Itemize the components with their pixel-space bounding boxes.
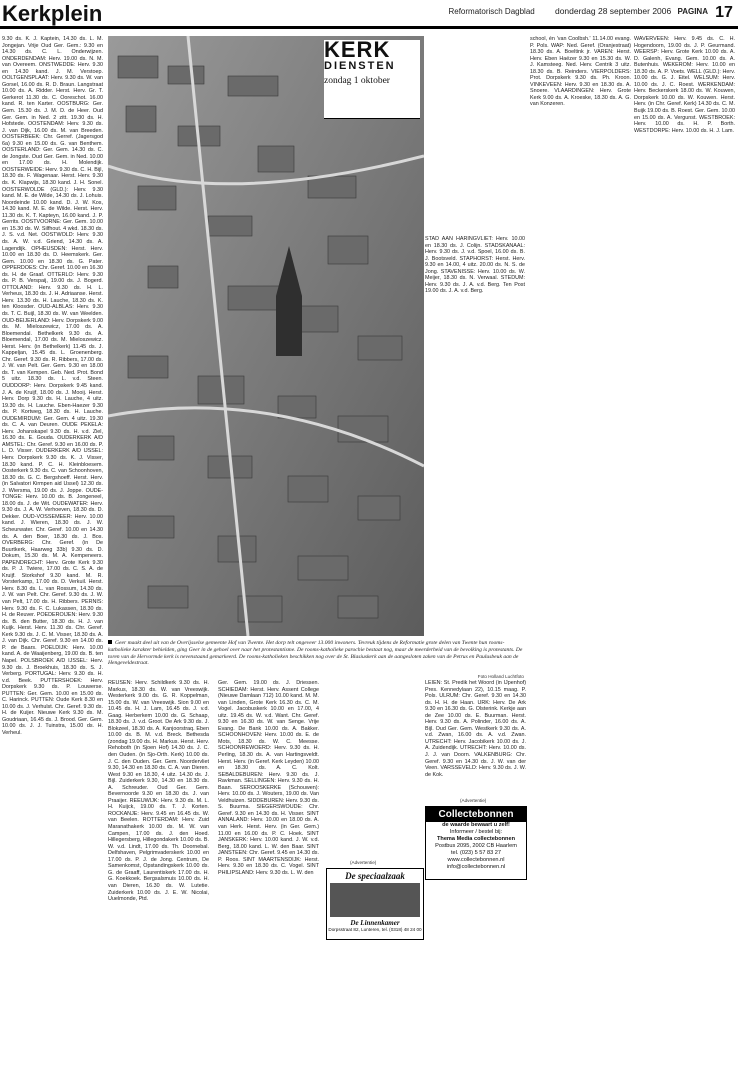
- listing-column-6: [530, 36, 631, 1064]
- collectebonnen-ad[interactable]: [425, 806, 527, 880]
- ad-line: Thema Media collectebonnen: [436, 836, 516, 842]
- ad-spec-sub: De Linnenkamer: [350, 919, 400, 927]
- listing-text: LEIEN: St. Predik het Woord (in IJpenhof) Pres. Kennedylaan 22), 10.15 maag. P. Pols. ULRUM: Chr. Geref. 9.30 en 14.30 ds. H. H. de Haan. URK: Herv. De Ark 9.30 en 16.30 ds. G. Olsterink. Kerkje aan de Zee 10.00 ds. E. Buurman. Herst. Herv. 9.30 ds. A. Polinder, 16.00 ds. A. Bijl. Oud Ger. Gem. Westkerk 9.30 ds. A. v.d. Zwan, 16.00 ds. A. v.d. Zwan. UTRECHT: Herv. Jacobikerk 10.00 ds. J. A. Zuidendijk. UTRECHT: Herv. 10.00 ds. J. J. van Doorn. VALKENBURG: Chr. Geref. 9.30 en 14.30 ds. J. W. van der Veen. VARSSEVELD: Herv. 9.30 ds. J. W. de Kok.: [425, 680, 526, 778]
- advertentie-label: (Advertentie): [460, 798, 487, 803]
- pagina-label: PAGINA: [677, 7, 708, 16]
- photo-credit: Foto Holland Luchtfoto: [477, 674, 524, 679]
- ad-title: Collectebonnen: [426, 807, 526, 822]
- logo-title-1: KERK: [324, 37, 391, 62]
- listing-column-4: [425, 236, 525, 401]
- listing-column-1: [2, 36, 103, 1064]
- speciaalzaak-ad[interactable]: [326, 868, 424, 940]
- listing-text: WAVERVEEN: Herv. 9.45 ds. C. H. Hogendoorn, 19.00 ds. J. P. Geurmand. WEERSP: Herv. Grote Kerk 10.00 ds. A. D. Galenh, Evang. Gem. 10.00 ds. A. Butenhuis. WEKEROM: Herv. 10.00 en 18.30 ds. A. P. Voets. WELL (GLD.): Herv. 10.00 ds. G. J. Eitel. WELSUM: Herv. 10.00 ds. J. C. Roest. WERKENDAM: Herv. Beckerskerk 18.00 ds. W. Kouwen, Dorpskerk 10.00 ds. W. Kouwen. Herst. Herv. (in Chr. Geref. Kerk) 14.30 ds. C. M. Buijk 19.00 ds. B. Roest. Ger. Gem. 10.00 en 15.00 ds. A. Vergunst. WESTBROEK: Herv. 10.00 ds. H. P. Borth. WESTDORPE: Herv. 10.00 ds. H. J. Lam.: [634, 36, 735, 134]
- ad-spec-image: [330, 883, 420, 917]
- listing-column-7: [634, 36, 735, 1064]
- ad-spec-footer: Dorpsstraat 82, Lunteren, tel. (0318) 48 24 00: [328, 927, 422, 932]
- kerkdiensten-logo: [324, 37, 420, 119]
- aerial-photo: [108, 36, 424, 636]
- caption-bullet: [108, 640, 112, 644]
- page-header: [0, 0, 738, 32]
- ad-spec-title: De speciaalzaak: [345, 871, 405, 881]
- paper-name: Reformatorisch Dagblad: [448, 7, 535, 16]
- ad-line: Informeer / bestel bij:: [449, 829, 503, 835]
- listing-column-2: [108, 680, 209, 1064]
- caption-text: Geer maakt deel uit van de Overijsselse gemeente Hof van Twente. Het dorp telt ongeveer 13.000 inwoners. Tevreuk tijdens de Reformatie grote delen van Twente hun rooms-katholieke karakter behielden, ging Geer in de gehoel over naar het protestantisme. De rooms-katholieke parochie bestaat nog, maar de meerderheid van de bevolking is protestants. De toren van de Hervormde kerk is nevenstaand gemarkeerd. De rooms-katholieken beschikken nog over de St. Blasiuskerk aan de aangesloten zaken van de Petrus en Paulusbeuk aan de Hengeveldestraat.: [108, 640, 523, 667]
- ad-line: info@collectebonnen.nl: [446, 864, 506, 870]
- ad-line: tel. (023) 5 57 83 27: [450, 850, 502, 856]
- ad-line: de waarde bewaart u zelf!: [442, 822, 510, 828]
- listing-text: 9.30 ds. K. J. Kaptein, 14.30 ds. L. M. Jongejan. Vrije Oud Ger. Gem.: 9.30 en 14.30 ds. C. L. Onderwijzen. ONDERDENDAM: Herv. 19.00 ds. N. M. van Overeem. ONSTWEDDE: Herv. 9.30 en 14.30 kand. J. M. Verstoep. OOLTGENSPLAAT: Herv. 9.30 ds. W. van Gorsel, 16.00 ds. R. D. Braun. Langstraat 10.00 ds. A. Ridder. Herst. Herv. Gr. T. Gerkerot 11.30 ds. C. Ooreschot. 16.00 kand. R. ten Karter. OOSTBURG: Ger. Gem. 15.30 ds. J. M. D. de Heer. Oud Ger. Gem. in Ned. 2 zitt. 19.30 ds. H. Hofstede. OOSTENDAM: Herv. 9.30 ds. J. van Dijk, 16.00 ds. M. van Breeden. OOSTERBEEK: Chr. Gerref. (Jagersgod 6a) 9.30 en 15.00 ds. G. van Benthem. OOSTERLAND: Ger. Gem. 14.30 ds. C. de Jongste. Oud Ger. Gem. in Ned. 10.00 en 17.00 ds. H. Molendijk. OOSTERWEIDE: Herv. 9.30 ds. C. H. Bijl, 18.30 ds. F. Wagenaar. Herst. Herv. 9.30 ds. K. Klapwijs, 18.30 kand. J. H. Sonel. OOSTERWOLDE (GLD.): Herv. 9.30 kand. M. E. de Wilde, 14.30 ds. J. Lohuis. Noordeinde 10.00 kand. D. J. W. Kos, 14.30 kand. M. E. de Wilde. Herst. Herv. 11.30 ds. K. T. Kapteyn, 16.00 kand. J. P. Gerrits. OOSTVOORNE: Ger. Gem. 10.00 en 15.30 ds. W. Silfhout. 4 wkd. 18.30 ds. J. S. v.d. Net. OOSTWOLD: Herv. 9.30 ds. A. W. v.d. Griend, 14.30 ds. A. Lagendijk. OPHEUSDEN: Herst. Herv. 10.00 en 18.30 ds. D. Heemskerk. Ger. Gem. 10.00 en 18.30 ds. G. Pater. OPPERDOES: Chr. Geref. 10.00 en 16.30 ds. H. de Graaf. OTTERLO: Herv. 9.30 ds. P. B. Verspaij, 19.00 ds. J. Bogerd. OTTOLAND: Herv. 9.30 ds. H. L. Verheus, 18.30 ds. J. H. Adriaanse. Herst. Herv. 13.30 ds. H. Lauche, 18.30 ds. K. ten Kloosder. OUD-ALBLAS: Herv. 9.30 ds. T. C. Buijl, 18.30 ds. W. van Weelden. OUD-BEIJERLAND: Herv. Dorpskerk 9.00 ds. M. Mieloszewicz, 17.00 ds. A. Bloemendal. Bethelkerk 9.30 ds. A. Bloemendal, 17.00 ds. M. Mieloszewicz. Herst. Herv. (in Bethelkerk) 11.45 ds. J. Kappeljan, 15.45 ds. L. Groenenberg. Chr. Geref. 9.30 ds. R. Ribbers, 17.00 ds. J. W. van Pelt. Ger. Gem. 9.30 en 18.00 ds. T. van Kempen. Geb. Ned. Prot. Bond 5 uitz. 18.30 ds. L. v.d. Steen. OUDDORP: Herv. Dorpskerk 9.45 kand. J. A. de Kruijf, 18.00 ds. J. Mooij. Herst. Herv. Dorp 9.30 ds. H. Lauche, 4 uitz. 19.30 ds. H. Lauche. Eben-Haezer 9.30 ds. P. Kortweg, 18.30 ds. H. Lauche. OUDEMIRDUM: Ger. Gem. 4 uitz. 19.30 ds. C. A. van Deuren. OUDE PEKELA: Herv. Johanskapel 9.30 ds. H. v.d. Ziel, 16.30 ds. E. Gouda. OUDERKERK A/D AMSTEL: Chr. Geref. 9.30 en 16.00 ds. P. L. D. Visser. OUDERKERK A/D IJSSEL: Herv. Dorpskerk 9.30 ds. K. J. Visser, 18.30 kand. P. C. H. Kleinbloesem. Oosterkerk 9.30 ds. C. van Schoonhoven, 18.30 ds. G. C. Bergshoeff. Herst. Herv. (in Salvatori Kirmpen aid Ussel) 12.30 ds. J. Wiersma, 19.00 ds. J. Joppe. OUDE-TONGE: Herv. 10.00 ds. B. Jongeneel, 18.00 ds. J. de Wit. OUDEWATER: Herv. 9.30 ds. J. A. W. Verhoeven, 18.30 ds. D. Dekker. OUD-VOSSEMEER: Herv. 10.00 kand. J. Wieren, 18.30 ds. J. W. Scheurwater. Chr. Geref. 10.00 en 14.30 ds. A. den Boer, 18.30 ds. J. Bos. OVERBERG: Chr. Geref. (in De Buurtkerk, Haarweg 33b) 9.30 ds. D. Dokum, 15.30 ds. M. A. Kempeneers. PAPENDRECHT: Herv. Grote Kerk 9.30 ds. P. J. Twiere, 17.00 ds. C. S. A. de Kruijf. Storkshof 9.30 kand. M. R. Vorsterkamp, 17.00 ds. D. Verkuil. Herst. Herv. 8.30 ds. L. van Rossum, 14.30 ds. J. W. van Pelt. Chr. Geref. 9.30 ds. J. W. van Pelt, 17.00 ds. H. Ribbers. PERNIS: Herv. 9.30 ds. F. C. Lukassen, 18.30 ds. H. de Reuver. POEDEROIJEN: Herv. 9.30 ds. B. den Butter, 18.30 ds. H. J. van Kuijk. Herst. Herv. 11.30 ds. Chr. Geref. Kerk 9.30 ds. J. C. M. Visser, 18.30 ds. A. J. van Dijk. Chr. Geref. 9.30 en 14.00 ds. P. de Baars. POELDIJK: Herv. 10.00 kand. A. de Waaijenberg, 19.00 ds. B. ten Napel. POLSBROEK A/D IJSSEL: Herv. 9.30 ds. J. Broekhuis, 18.30 ds. S. J. Verberg. PORTUGAL: Herv. 9.30 ds. H. v.d. Beek. PUTTERSHOEK: Herv. Dorpskerk 9.30 ds. P. Louwerse. PUTTEN: Ger. Gem. 10.00 en 15.00 ds. C. Harinck. PUTTEN: Oude Kerk 8.30 en 10.00 ds. J. Verhulst. Chr. Geref. 9.30 ds. H. de Kuijer. Nieuwe Kerk 9.30 ds. M. Goudriaan, 16.45 ds. J. Brood. Ger. Gem. 10.00 ds. J. J. Tuinstra, 15.00 ds. H. Verheul.: [2, 36, 103, 736]
- advertentie-label: (Advertentie): [350, 860, 377, 865]
- logo-date: zondag 1 oktober: [324, 76, 390, 86]
- page-number: 17: [715, 4, 733, 21]
- listing-text: STAD AAN HARINGVLIET: Herv. 10.00 en 18.30 ds. J. Colijn. STADSKANAAL: Herv. 9.30 ds. J. v.d. Spoel, 16.00 ds. B. J. Bootsveld. STAPHORST: Herst. Herv. 9.30 en 14.00, 4 uitz. 20.00 ds. N. S. de Jong. STAVENISSE: Herv. 10.00 ds. W. Meijer, 18.30 ds. N. Verwaal. STEDUM: Herv. 9.30 ds. J. A. v.d. Berg. Ten Post 19.00 ds. J. A. v.d. Berg.: [425, 236, 525, 295]
- ad-line: Postbus 2095, 2002 CB Haarlem: [435, 843, 517, 849]
- header-rule: [0, 26, 738, 29]
- header-meta: [448, 6, 708, 16]
- issue-date: donderdag 28 september 2006: [554, 6, 672, 16]
- listing-text: Ger. Gem. 19.00 ds. J. Driessen. SCHIEDAM: Herst. Herv. Assent College (Nieuwe Damlaan 712) 10.00 kand. M. M. van Linden, Grote Kerk 16.30 ds. C. M. Vogel. Jacobuskerk 10.00 en 17.00, 4 uitz. 19.45 ds. W. v.d. Want. Chr. Geref. 9.30 en 16.30 ds. W. van Senge. Vrije Evang. De Bank 10.00 ds. A. Bakker. SCHOONHOVEN: Herv. 10.00 ds. E. de Mots, 18.30 ds. W. C. Meesse. SCHOONREWOERD: Herv. 9.30 ds. H. Perling, 18.30 ds. A. van Hartingsveldt. Herst. Herv. (in Geref. Kerk Leyden) 10.00 en 18.30 ds. A. C. Kolt. SEBALDEBUREN: Herv. 9.30 ds. J. Ravkman. SELLINGEN: Herv. 9.30 ds. H. Baan. SEROOSKERKE (Schouwen): Herv. 10.00 ds. J. Wouters, 19.00 ds. Van Veldhuizen. SIDDEBUREN: Herv. 9.30 ds. S. Buurma. SIEGERSWOUDE: Chr. Geref. 9.30 en 14.30 ds. H. Visser. SINT ANNALAND: Herv. 10.00 en 18.00 ds. A. van Herk. Herst. Herv. (in Ger. Gem.) 11.00 en 16.00 ds. P. C. Hoek. SINT JANSKERK: Herv. 10.00 kand. J. W. v.d. Berg, 18.00 kand. L. W. den Baar. SINT JANSTEEN: Chr. Geref. 9.45 en 14.30 ds. P. Roos. SINT MAARTENSDIJK: Herst. Herv. 9.30 en 18.30 ds. C. Vogel. SINT PHILIPSLAND: Herv. 9.30 ds. L. W. den: [218, 680, 319, 876]
- ad-line: www.collectebonnen.nl: [447, 857, 505, 863]
- logo-title-2: DIENSTEN: [324, 60, 396, 72]
- listing-text: REUSEN: Herv. Schildkerk 9.30 ds. H. Markus, 18.30 ds. W. van Vreeswijk. Westerkerk 9.00 ds. G. R. Koppelman, 15.00 ds. W. van Vreeswijk. Sion 9.00 en 10.45 ds. H. J. Lam, 16.45 ds. J. v.d. Gaag. Herberkem 10.00 ds. G. Schaap, 18.30 ds. J. v.d. Groot. De Ark 9.30 ds. J. Blokzeel, 18.30 ds. A. Kanjoorstraq. Eben 10.00 ds. B. M. v.d. Breck. Bethesda (zondag 19.00 ds. H. Markus. Herst. Herv. Rehoboth (in Sjoen Hof) 14.30 ds. J. C. den Ouden. (in Sjo-Orth. Kerk) 10.00 ds. J. C. den Ouden. Ger. Gem. Noordervliet 9.30, 14.30 en 18.30 ds. C. A. van Dieren. West 9.30 en 18.30, 4 uitz. 14.30 ds. J. Bijl. Zuiderkerk 9.30, 14.30 en 18.30 ds. A. Schreuder. Oud Ger. Gem. Bevernoorde 9.30 en 18.30 ds. J. van Praaijer. REEUWIJK: Herv. 9.30 ds. M. L. H. Kuijck, 19.00 ds. T. J. Korten. ROCKANJE: Herv. 9.45 en 16.45 ds. W. van Beelen. ROTTERDAM: Herv. Zuid Maranathakerk 10.00 ds. M. W. van Campen, 17.00 ds. J. den Hoed. Hillegersberg, Hillegondakerk 10.00 ds. B. W. v.d. Lindt, 17.00 ds. Th. Doornebal. Delfshaven, Pelgrimvaderskerk 10.00 en 17.00 ds. P. J. de Jong. Centrum, De Samenkomst, Opstandingskerk 10.00 ds. G. de Graaff, Laurentiskerk 17.00 ds. H. G. Koekkoek. Bergsalsmuis 10.00 ds. H. van Dieren, 16.30 ds. W. Lutetie. Zuiderkerk 10.00 ds. J. E. W. Nicolai, Uuelmonde, Ptd.: [108, 680, 209, 903]
- aerial-photo-image: [108, 36, 424, 636]
- listing-column-3: [218, 680, 319, 1064]
- listing-text: school, én 'van Coolbsh.' 11.14.00 evang. P. Pols. WAP: Ned. Geref. (Oranjestraat) 18.30 ds. A. Boeltink jr. VAREN: Herst. Herv. Eben Haëzer 9.30 en 15.30 ds. W. J. Kamsteeg. Ned. Herv. Centrik 3 uitz. 18.30 ds. B. Reinders. VIERPOLDERS: Prot. Dorpskerk 9.30 ds. Ph. Kroon. VINKEVEEN: Herv. 9.30 en 18.30 ds. A. Snoere. VLAARDINGEN: Herv. Grote Kerk 9.00 ds. A. Kroeske, 18.30 ds. A. G. van Konzeren.: [530, 36, 631, 108]
- section-title: Kerkplein: [2, 2, 116, 26]
- listing-column-5: [425, 680, 526, 800]
- photo-caption: [108, 640, 524, 667]
